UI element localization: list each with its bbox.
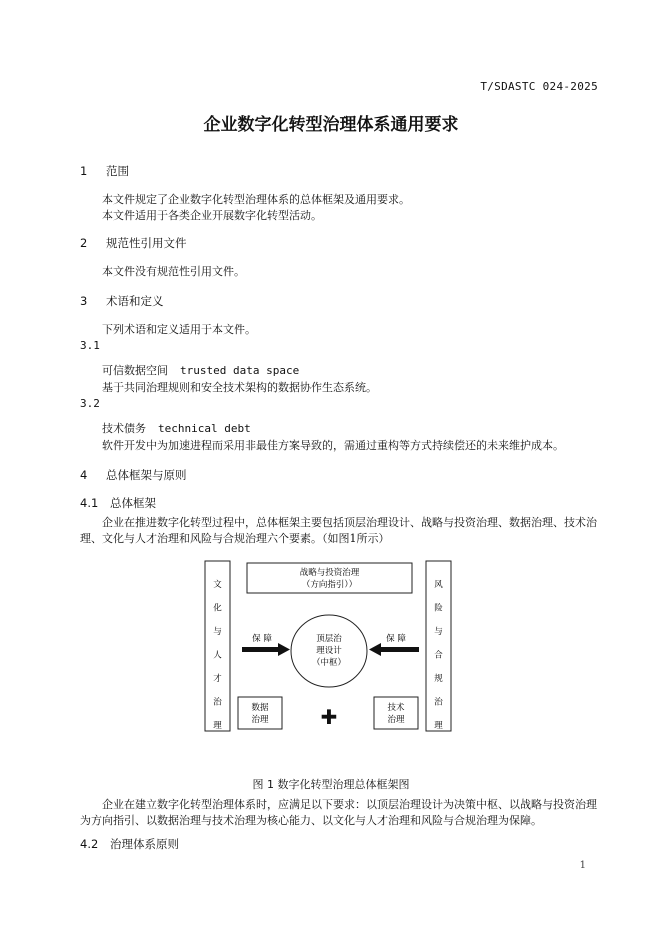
culture-talent-char: 化 (213, 603, 222, 614)
center-line-2: 理设计 (316, 646, 342, 656)
strategy-investment-box (247, 563, 412, 593)
left-arrow-icon (242, 643, 290, 656)
center-line-3: （中枢） (311, 658, 347, 668)
section-number: 4 (80, 468, 88, 482)
term-en: trusted data space (180, 364, 300, 377)
strategy-line-2: （方向指引）） (301, 580, 358, 590)
data-governance-box (238, 697, 282, 729)
section-title: 治理体系原则 (110, 837, 179, 851)
paragraph: 本文件适用于各类企业开展数字化转型活动。 (102, 209, 322, 222)
risk-compliance-char: 险 (434, 603, 443, 614)
tech-governance-box (374, 697, 418, 729)
culture-talent-char: 理 (213, 721, 222, 731)
term-number: 3.2 (80, 397, 100, 410)
section-number: 2 (80, 236, 88, 250)
term-entry (102, 417, 251, 436)
tech-box-line-2: 治理 (387, 715, 405, 725)
right-arrow-icon (369, 643, 419, 656)
section-title: 术语和定义 (106, 294, 164, 308)
risk-compliance-char: 合 (434, 650, 443, 661)
strategy-line-1: 战略与投资治理 (299, 568, 360, 578)
section-number: 4.1 (80, 496, 99, 510)
page-number: 1 (579, 860, 586, 871)
culture-talent-char: 与 (213, 627, 222, 637)
risk-compliance-char: 与 (434, 627, 443, 637)
section-number: 4.2 (80, 837, 99, 851)
culture-talent-char: 人 (213, 650, 222, 661)
left-arrow-label: 保 障 (252, 634, 272, 644)
top-governance-circle (291, 615, 367, 687)
term-zh: 技术债务 (102, 422, 146, 435)
section-number: 1 (80, 164, 88, 178)
term-en: technical debt (158, 422, 251, 435)
culture-talent-char: 治 (213, 697, 222, 708)
paragraph: 企业在建立数字化转型治理体系时，应满足以下要求：以顶层治理设计为决策中枢、以战略与投资治理为方向指引、以数据治理与技术治理为核心能力、以文化与人才治理和风险与合规治理为保障。 (80, 798, 597, 827)
risk-compliance-char: 风 (434, 580, 443, 590)
center-line-1: 顶层治 (316, 634, 342, 644)
section-number: 3 (80, 294, 88, 308)
section-4-1-heading (80, 495, 156, 511)
paragraph: 本文件规定了企业数字化转型治理体系的总体框架及通用要求。 (102, 193, 410, 206)
data-box-line-2: 治理 (251, 715, 269, 725)
section-title: 规范性引用文件 (106, 236, 187, 250)
term-zh: 可信数据空间 (102, 364, 168, 377)
plus-icon: ✚ (320, 705, 338, 729)
culture-talent-box (205, 561, 230, 731)
term-number: 3.1 (80, 339, 100, 352)
paragraph: 下列术语和定义适用于本文件。 (102, 323, 256, 336)
risk-compliance-box (426, 561, 451, 731)
section-4-heading (80, 467, 187, 483)
section-3-heading (80, 293, 164, 309)
document-code: T/SDASTC 024-2025 (480, 80, 598, 93)
figure-caption: 图 1 数字化转型治理总体框架图 (252, 778, 410, 791)
paragraph: 企业在推进数字化转型过程中，总体框架主要包括顶层治理设计、战略与投资治理、数据治理、技术治理、文化与人才治理和风险与合规治理六个要素。（如图1所示） (80, 516, 597, 545)
section-1-heading (80, 163, 129, 179)
section-title: 范围 (106, 164, 129, 178)
section-4-2-heading (80, 836, 179, 852)
section-title: 总体框架 (110, 496, 156, 510)
culture-talent-char: 文 (213, 580, 222, 590)
document-title: 企业数字化转型治理体系通用要求 (203, 115, 459, 135)
culture-talent-char: 才 (213, 674, 222, 684)
term-definition: 基于共同治理规则和安全技术架构的数据协作生态系统。 (102, 381, 377, 394)
term-definition: 软件开发中为加速进程而采用非最佳方案导致的，需通过重构等方式持续偿还的未来维护成本。 (102, 439, 564, 452)
data-box-line-1: 数据 (251, 703, 269, 713)
section-title: 总体框架与原则 (106, 468, 187, 482)
paragraph: 本文件没有规范性引用文件。 (102, 265, 245, 278)
tech-box-line-1: 技术 (387, 703, 405, 713)
term-entry (102, 359, 299, 378)
section-2-heading (80, 235, 187, 251)
risk-compliance-char: 治 (434, 697, 443, 708)
right-arrow-label: 保 障 (386, 634, 406, 644)
risk-compliance-char: 规 (434, 674, 443, 684)
risk-compliance-char: 理 (434, 721, 443, 731)
